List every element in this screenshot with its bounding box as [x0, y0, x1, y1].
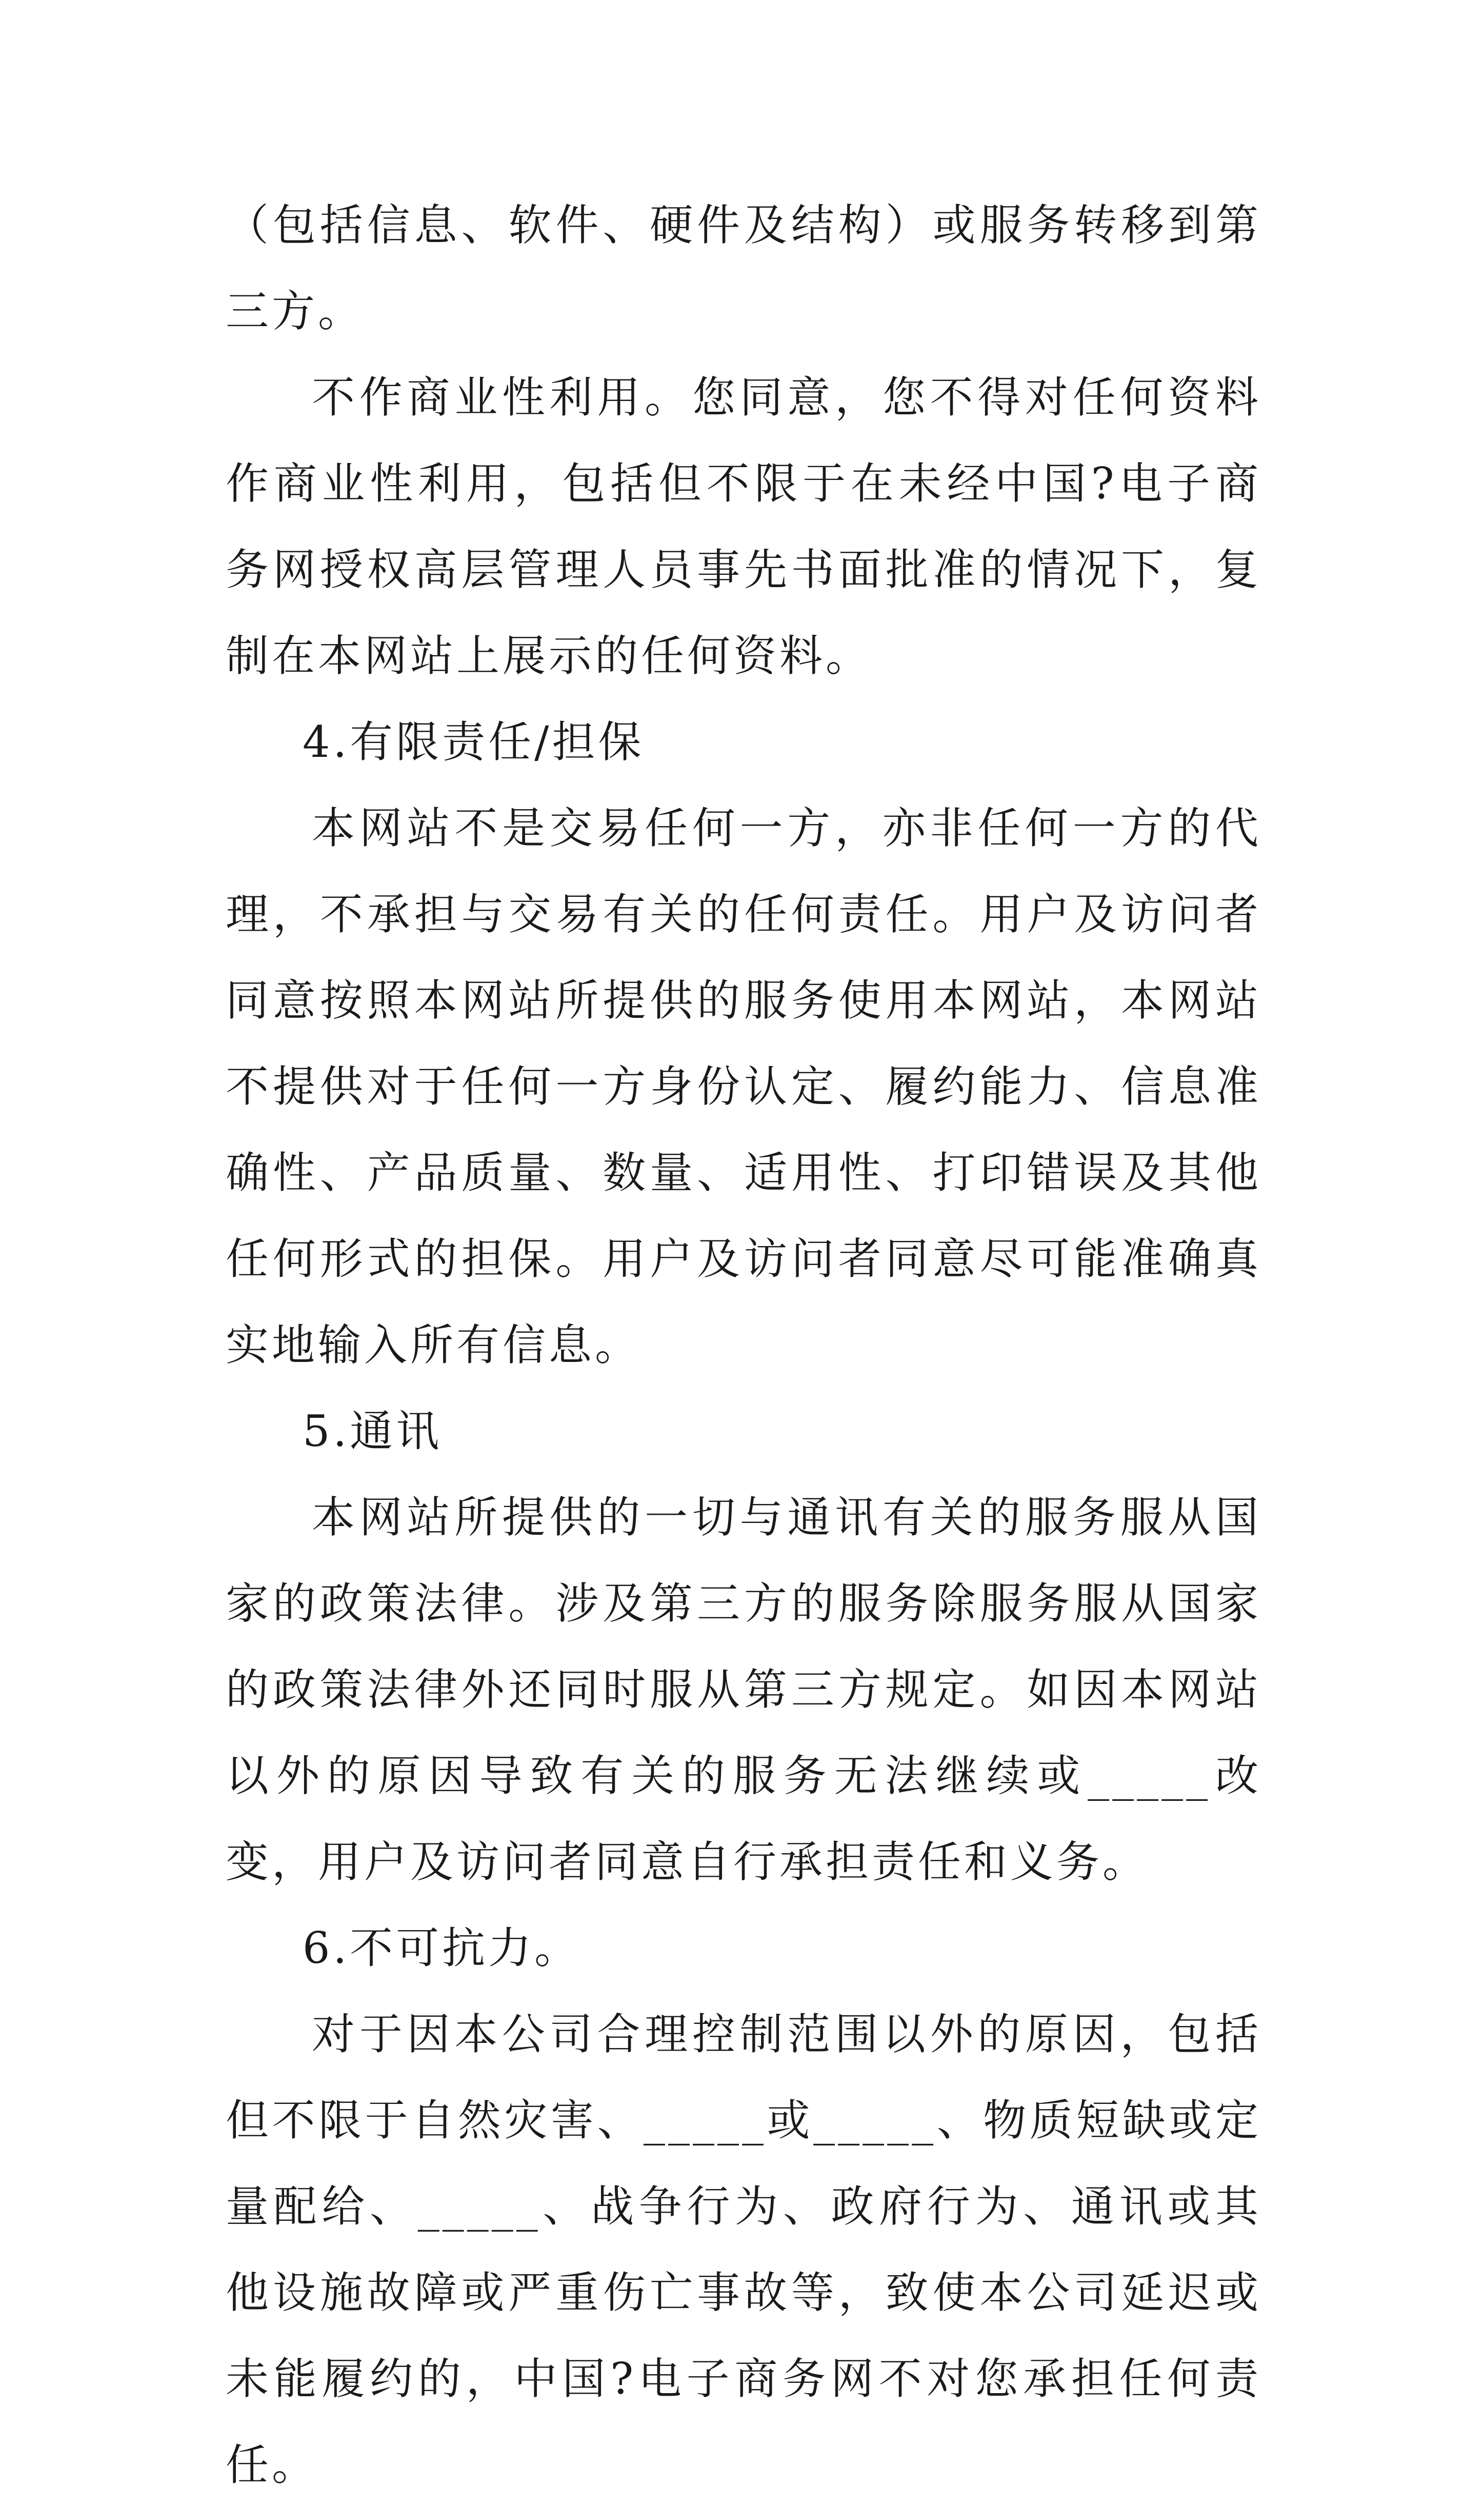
section-heading-communications: 5.通讯 — [303, 1406, 443, 1456]
document-body — [226, 182, 1261, 2508]
paragraph-force-majeure: 对于因本公司合理控制范围以外的原因，包括但不限于自然灾害、_____或_____、物质短缺或定量配给、_____、战争行为、政府行为、通讯或其他设施故障或严重伤亡事故等，致使本公司延迟或未能履约的，中国?电子商务网不对您承担任何责任。 — [226, 2009, 1261, 2490]
paragraph-limited-liability: 本网站不是交易任何一方，亦非任何一方的代理，不承担与交易有关的任何责任。用户及访问者同意按照本网站所提供的服务使用本网站，本网站不提供对于任何一方身份认定、履约能力、信息准确性、产品质量、数量、适用性、打印错误及其他任何形式的担保。用户及访问者同意尽可能准确真实地输入所有信息。 — [226, 803, 1261, 1370]
paragraph-continuation: （包括信息、软件、硬件及结构）或服务转移到第三方。 — [226, 200, 1261, 336]
paragraph-non-commercial-use: 不作商业性利用。您同意，您不得对任何资料作商业性利用，包括但不限于在未经中国?电子商务网授权高层管理人员事先书面批准的情况下，复制在本网站上展示的任何资料。 — [226, 372, 1261, 681]
paragraph-communications: 本网站所提供的一切与通讯有关的服务服从国家的政策法律。涉及第三方的服务除服务服从国家的政策法律外还同时服从第三方规定。如因本网站以外的原因导致有关的服务无法继续或_____改变，用户及访问者同意自行承担责任和义务。 — [226, 1492, 1261, 1887]
section-heading-limited-liability: 4.有限责任/担保 — [303, 717, 645, 767]
section-heading-force-majeure: 6.不可抗力。 — [303, 1923, 581, 1973]
